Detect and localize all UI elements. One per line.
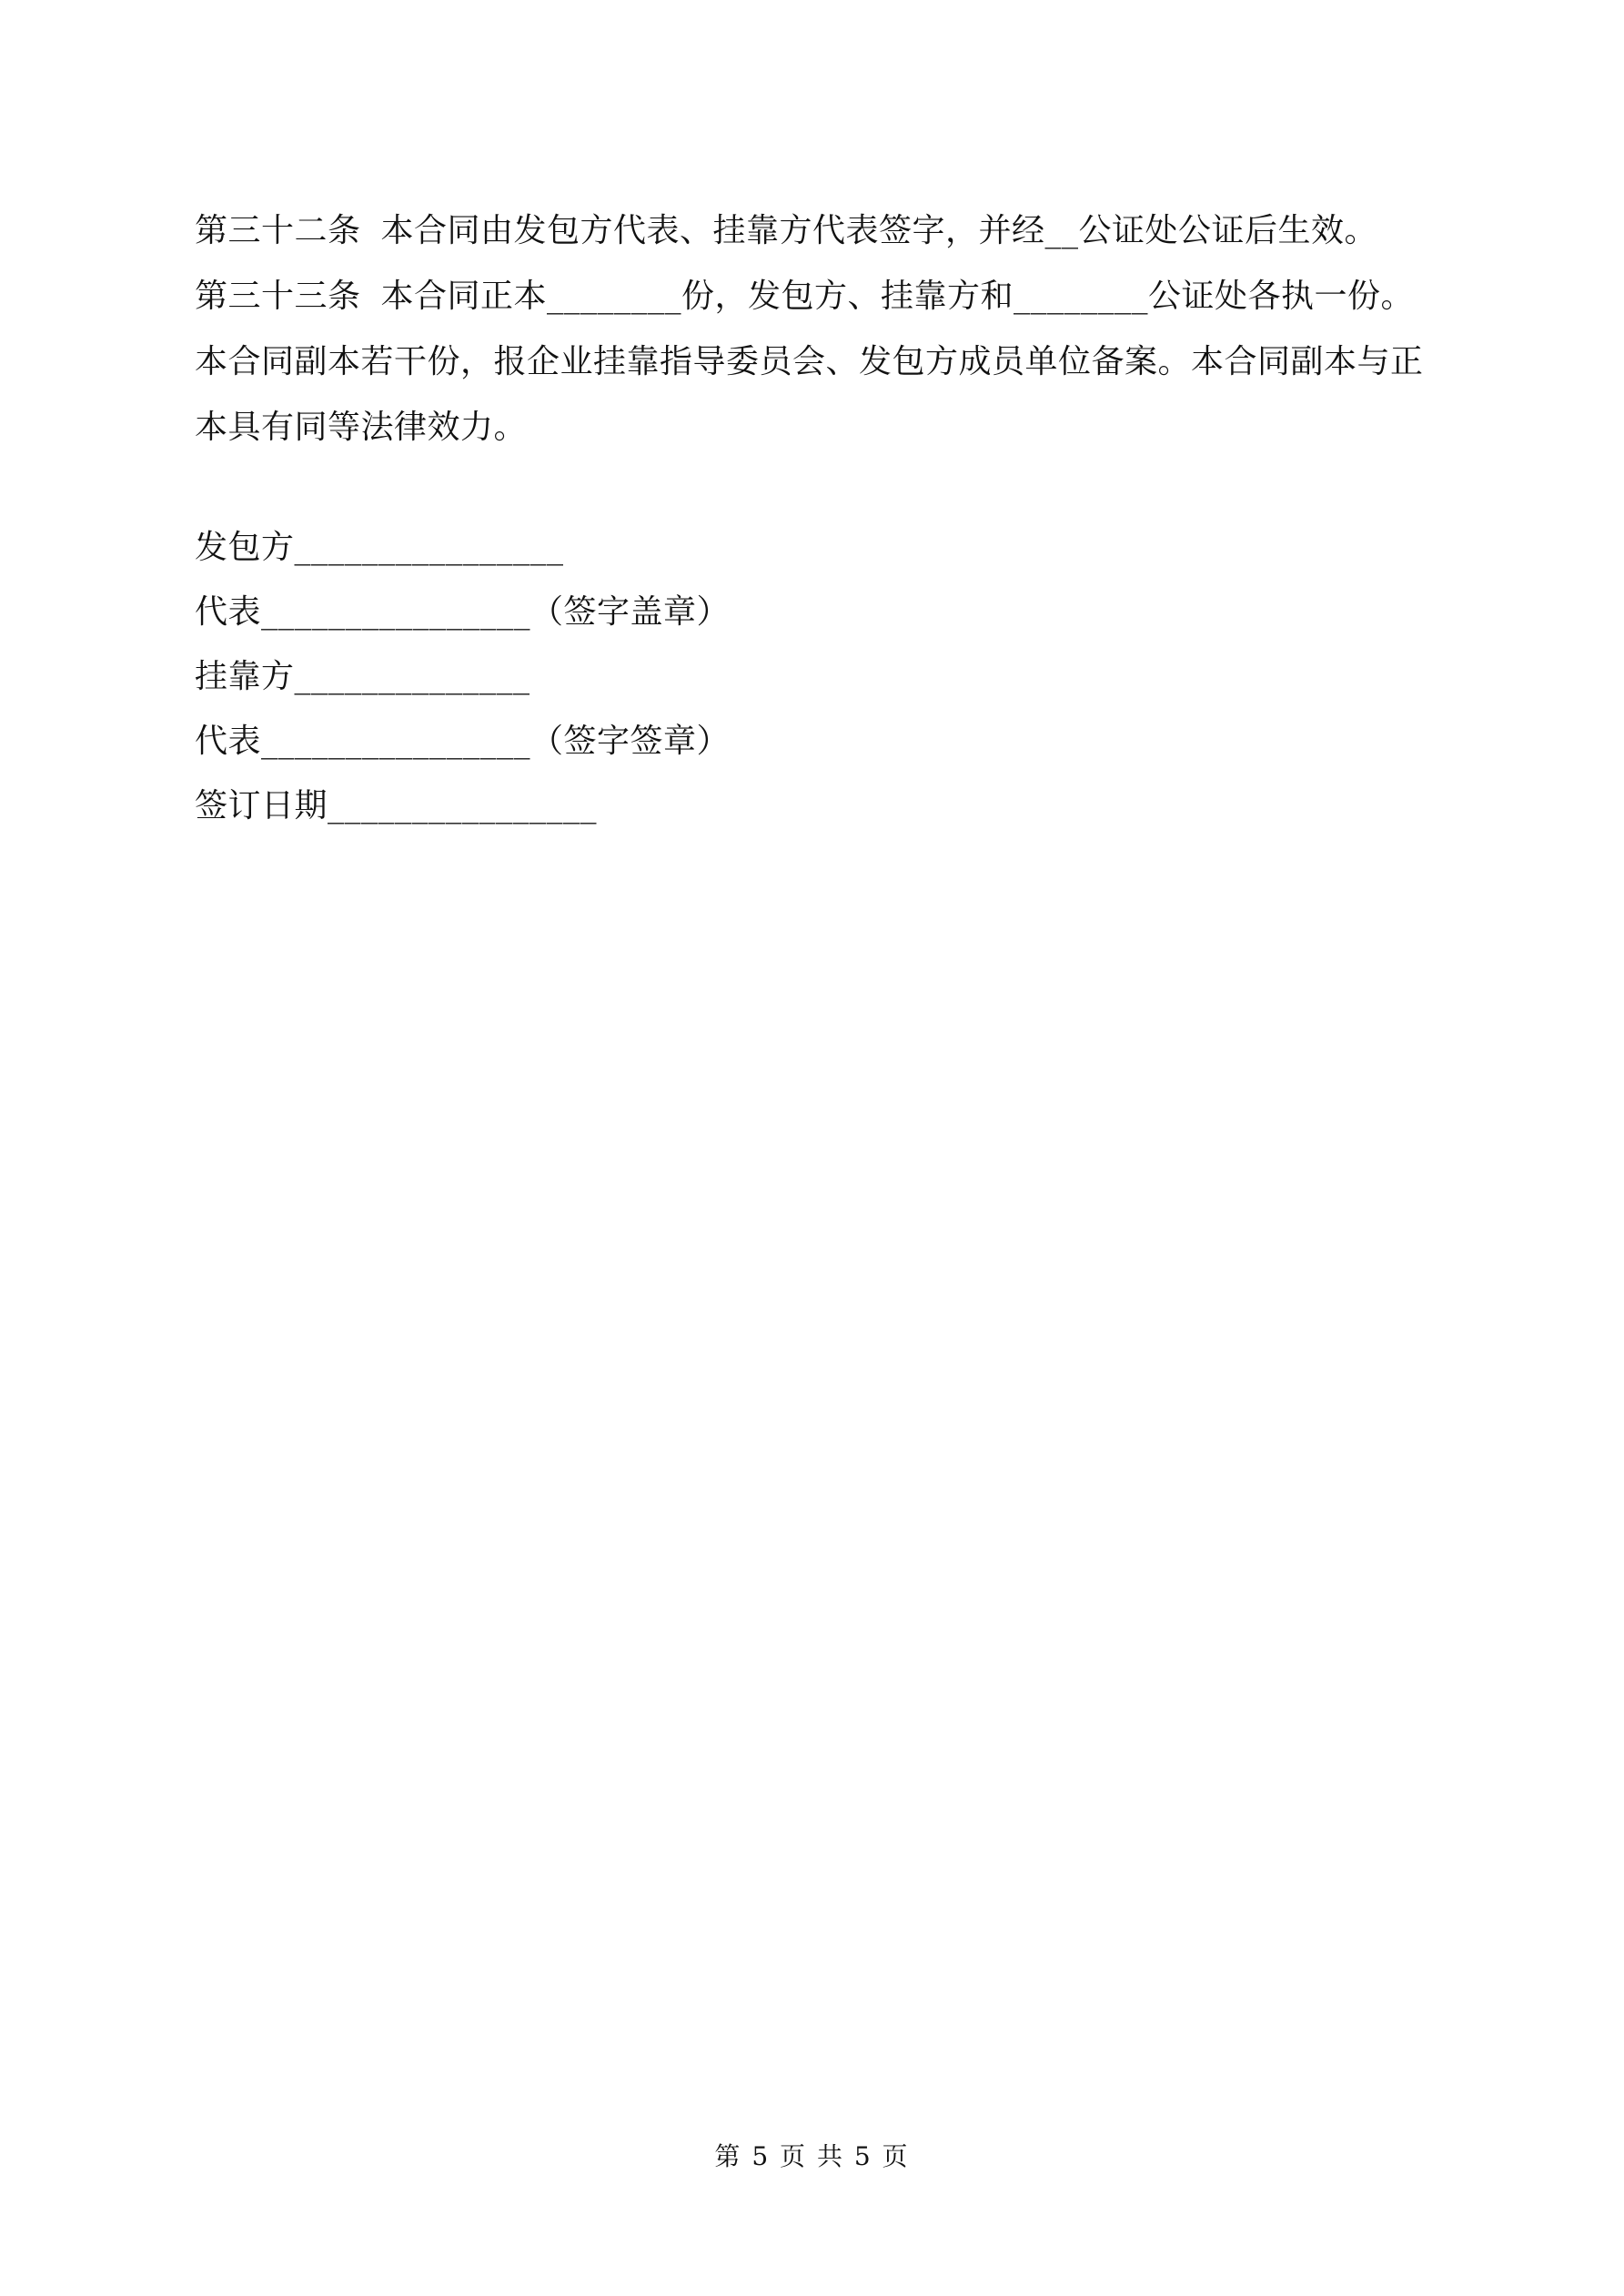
- copies-paragraph: [195, 329, 1441, 460]
- paragraph-text: 本合同副本若干份，报企业挂靠指导委员会、发包方成员单位备案。本合同副本与正本具有同等法律效力。: [195, 343, 1424, 446]
- article-text: 本合同正本________份，发包方、挂靠方和________公证处各执一份。: [380, 278, 1415, 315]
- page-number: 第 5 页 共 5 页: [714, 2141, 910, 2171]
- article-32: [195, 198, 1441, 264]
- article-number: 第三十三条: [195, 278, 361, 315]
- signature-line-date: 签订日期________________: [195, 787, 598, 824]
- article-text: 本合同由发包方代表、挂靠方代表签字，并经__公证处公证后生效。: [380, 212, 1378, 249]
- signature-line-affiliate: 挂靠方______________: [195, 658, 530, 695]
- contract-body: [195, 198, 1441, 460]
- signature-line-contractor: 发包方________________: [195, 529, 564, 566]
- article-33: [195, 264, 1441, 329]
- article-number: 第三十二条: [195, 212, 361, 249]
- signature-block: [195, 515, 730, 838]
- signature-line-affiliate-representative: 代表________________（签字签章）: [195, 723, 731, 760]
- signature-line-contractor-representative: 代表________________（签字盖章）: [195, 593, 731, 631]
